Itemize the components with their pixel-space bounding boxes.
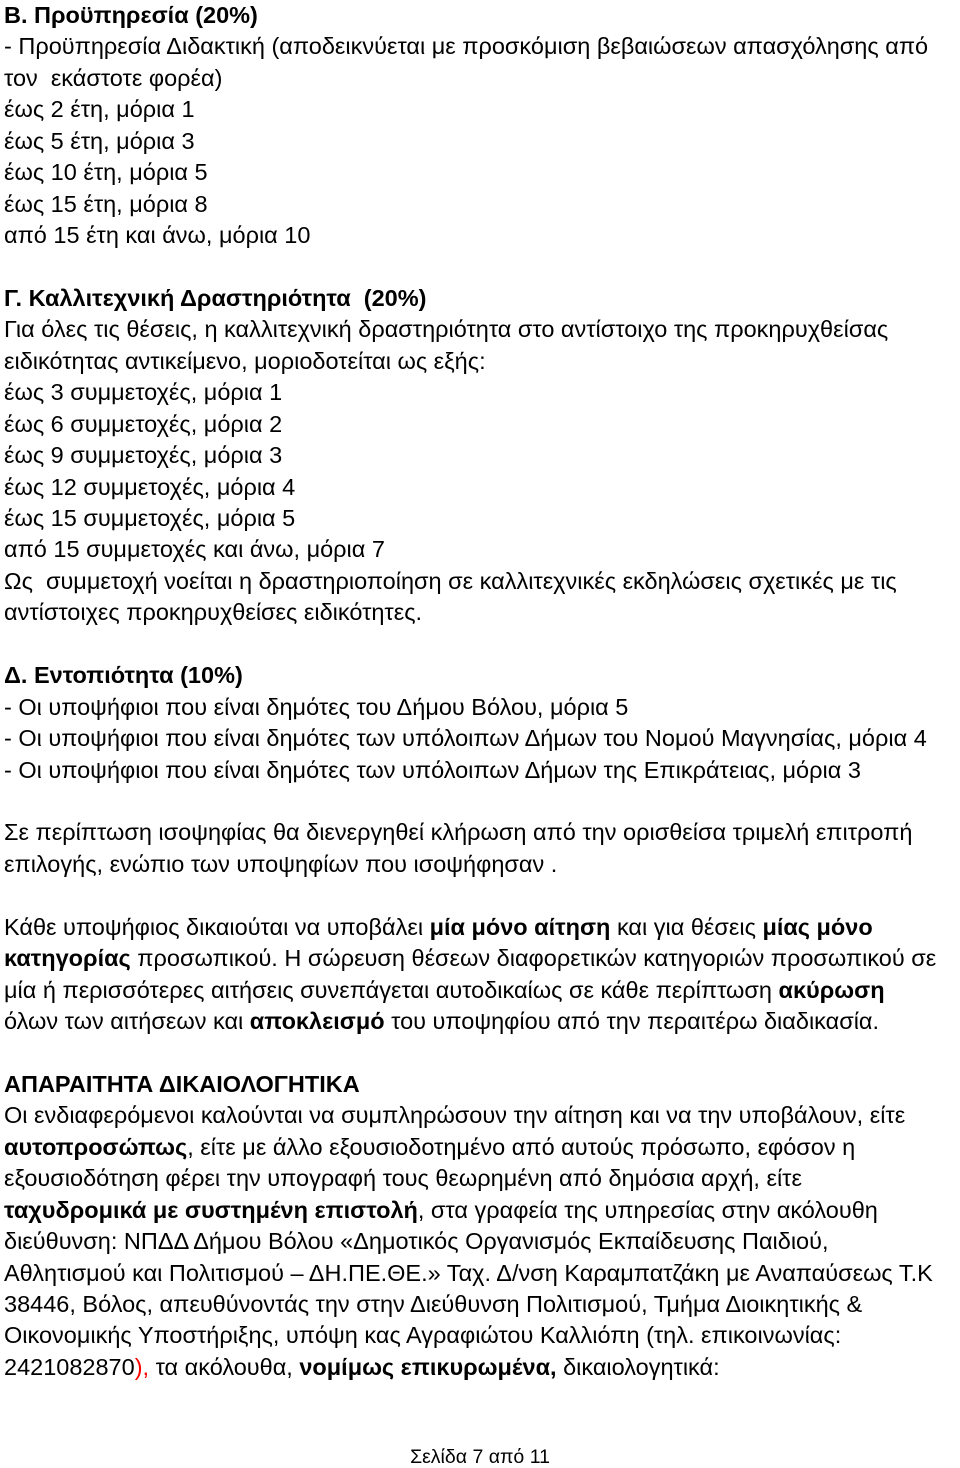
text-run: και για θέσεις bbox=[610, 913, 763, 940]
section-c-artistic-activity bbox=[4, 283, 956, 629]
section-b-prior-service bbox=[4, 0, 956, 252]
section-b-line: έως 5 έτη, μόρια 3 bbox=[4, 127, 195, 154]
section-c-line: Ως συμμετοχή νοείται η δραστηριοποίηση σε καλλιτεχνικές εκδηλώσεις σχετικές με τις bbox=[4, 567, 897, 594]
page-number-footer: Σελίδα 7 από 11 bbox=[410, 1446, 550, 1468]
required-documents-line bbox=[4, 1226, 956, 1257]
section-c-heading: Γ. Καλλιτεχνική Δραστηριότητα (20%) bbox=[4, 284, 427, 311]
text-run: Οι ενδιαφερόμενοι καλούνται να συμπληρώσουν την αίτηση και να την υποβάλουν, είτε bbox=[4, 1102, 906, 1129]
text-run: δικαιολογητικά: bbox=[556, 1353, 720, 1380]
section-d-line: - Οι υποψήφιοι που είναι δημότες του Δήμου Βόλου, μόρια 5 bbox=[4, 693, 629, 720]
text-run: Αθλητισμού και Πολιτισμού – ΔΗ.ΠΕ.ΘΕ.» Ταχ. Δ/νση Καραμπατζάκη με Αναπαύσεως Τ.Κ bbox=[4, 1259, 933, 1286]
section-b-line: - Προϋπηρεσία Διδακτική (αποδεικνύεται με προσκόμιση βεβαιώσεων απασχόλησης από bbox=[4, 33, 929, 60]
section-b-line: έως 15 έτη, μόρια 8 bbox=[4, 190, 208, 217]
single-application-line bbox=[4, 912, 956, 943]
required-documents-line bbox=[4, 1320, 956, 1351]
section-d-heading: Δ. Εντοπιότητα (10%) bbox=[4, 662, 243, 689]
bold-text-run: κατηγορίας bbox=[4, 945, 131, 972]
section-c-line: έως 3 συμμετοχές, μόρια 1 bbox=[4, 379, 283, 406]
section-b-line: από 15 έτη και άνω, μόρια 10 bbox=[4, 222, 311, 249]
section-c-line: έως 6 συμμετοχές, μόρια 2 bbox=[4, 410, 283, 437]
bold-text-run: μία μόνο αίτηση bbox=[429, 913, 611, 940]
text-run: μία ή περισσότερες αιτήσεις συνεπάγεται αυτοδικαίως σε κάθε περίπτωση bbox=[4, 976, 779, 1003]
document-page bbox=[4, 0, 956, 1383]
text-run: 38446, Βόλος, απευθύνοντάς την στην Διεύθυνση Πολιτισμού, Τμήμα Διοικητικής & bbox=[4, 1290, 863, 1317]
required-documents-line bbox=[4, 1132, 956, 1163]
bold-text-run: ταχυδρομικά με συστημένη επιστολή bbox=[4, 1196, 418, 1223]
text-run: , είτε με άλλο εξουσιοδοτημένο από αυτούς πρόσωπο, εφόσον η bbox=[187, 1133, 856, 1160]
text-run: εξουσιοδότηση φέρει την υπογραφή τους θεωρημένη από δημόσια αρχή, είτε bbox=[4, 1165, 802, 1192]
section-b-line: έως 10 έτη, μόρια 5 bbox=[4, 159, 208, 186]
single-application-line bbox=[4, 975, 956, 1006]
required-documents-line bbox=[4, 1289, 956, 1320]
required-documents-line bbox=[4, 1352, 956, 1383]
section-b-line: έως 2 έτη, μόρια 1 bbox=[4, 96, 195, 123]
tie-break-line: επιλογής, ενώπιο των υποψηφίων που ισοψήφησαν . bbox=[4, 850, 558, 877]
text-run: Οικονομικής Υποστήριξης, υπόψη κας Αγραφιώτου Καλλιόπη (τηλ. επικοινωνίας: bbox=[4, 1322, 842, 1349]
text-run: προσωπικού. Η σώρευση θέσεων διαφορετικών κατηγοριών προσωπικού σε bbox=[130, 945, 937, 972]
bold-text-run: αποκλεισμό bbox=[249, 1008, 385, 1034]
text-run: του υποψηφίου από την περαιτέρω διαδικασία. bbox=[384, 1008, 880, 1034]
required-documents-line bbox=[4, 1163, 956, 1194]
tie-break-paragraph bbox=[4, 817, 956, 880]
text-run: , στα γραφεία της υπηρεσίας στην ακόλουθη bbox=[417, 1196, 878, 1223]
section-b-line: τον εκάστοτε φορέα) bbox=[4, 64, 223, 91]
single-application-line bbox=[4, 1006, 956, 1037]
required-documents-heading: ΑΠΑΡΑΙΤΗΤΑ ΔΙΚΑΙΟΛΟΓΗΤΙΚΑ bbox=[4, 1070, 360, 1097]
required-documents-line bbox=[4, 1100, 956, 1131]
bold-text-run: ακύρωση bbox=[778, 976, 885, 1003]
tie-break-line: Σε περίπτωση ισοψηφίας θα διενεργηθεί κλήρωση από την ορισθείσα τριμελή επιτροπή bbox=[4, 819, 913, 846]
required-documents-line bbox=[4, 1195, 956, 1226]
single-application-line bbox=[4, 943, 956, 974]
red-punctuation-run: ), bbox=[134, 1353, 150, 1380]
section-c-line: ειδικότητας αντικείμενο, μοριοδοτείται ως εξής: bbox=[4, 347, 486, 374]
section-c-line: Για όλες τις θέσεις, η καλλιτεχνική δραστηριότητα στο αντίστοιχο της προκηρυχθείσας bbox=[4, 316, 889, 343]
section-d-locality bbox=[4, 660, 956, 786]
text-run: όλων των αιτήσεων και bbox=[4, 1008, 250, 1034]
phone-number: 2421082870 bbox=[4, 1353, 135, 1380]
section-c-line: από 15 συμμετοχές και άνω, μόρια 7 bbox=[4, 536, 385, 563]
section-c-line: έως 9 συμμετοχές, μόρια 3 bbox=[4, 442, 283, 469]
section-c-line: έως 15 συμμετοχές, μόρια 5 bbox=[4, 505, 296, 531]
bold-text-run: αυτοπροσώπως bbox=[4, 1133, 188, 1160]
section-d-line: - Οι υποψήφιοι που είναι δημότες των υπόλοιπων Δήμων της Επικράτειας, μόρια 3 bbox=[4, 756, 861, 783]
single-application-paragraph bbox=[4, 912, 956, 1038]
section-c-line: έως 12 συμμετοχές, μόρια 4 bbox=[4, 473, 296, 500]
text-run: Κάθε υποψήφιος δικαιούται να υποβάλει bbox=[4, 913, 430, 940]
required-documents-section bbox=[4, 1069, 956, 1383]
text-run: διεύθυνση: ΝΠΔΔ Δήμου Βόλου «Δημοτικός Οργανισμός Εκπαίδευσης Παιδιού, bbox=[4, 1228, 829, 1255]
bold-text-run: νομίμως επικυρωμένα, bbox=[299, 1353, 557, 1380]
section-d-line: - Οι υποψήφιοι που είναι δημότες των υπόλοιπων Δήμων του Νομού Μαγνησίας, μόρια 4 bbox=[4, 725, 927, 752]
section-c-line: αντίστοιχες προκηρυχθείσες ειδικότητες. bbox=[4, 599, 423, 626]
required-documents-line bbox=[4, 1258, 956, 1289]
text-run: τα ακόλουθα, bbox=[149, 1353, 300, 1380]
bold-text-run: μίας μόνο bbox=[762, 913, 873, 940]
section-b-heading: Β. Προϋπηρεσία (20%) bbox=[4, 2, 258, 28]
